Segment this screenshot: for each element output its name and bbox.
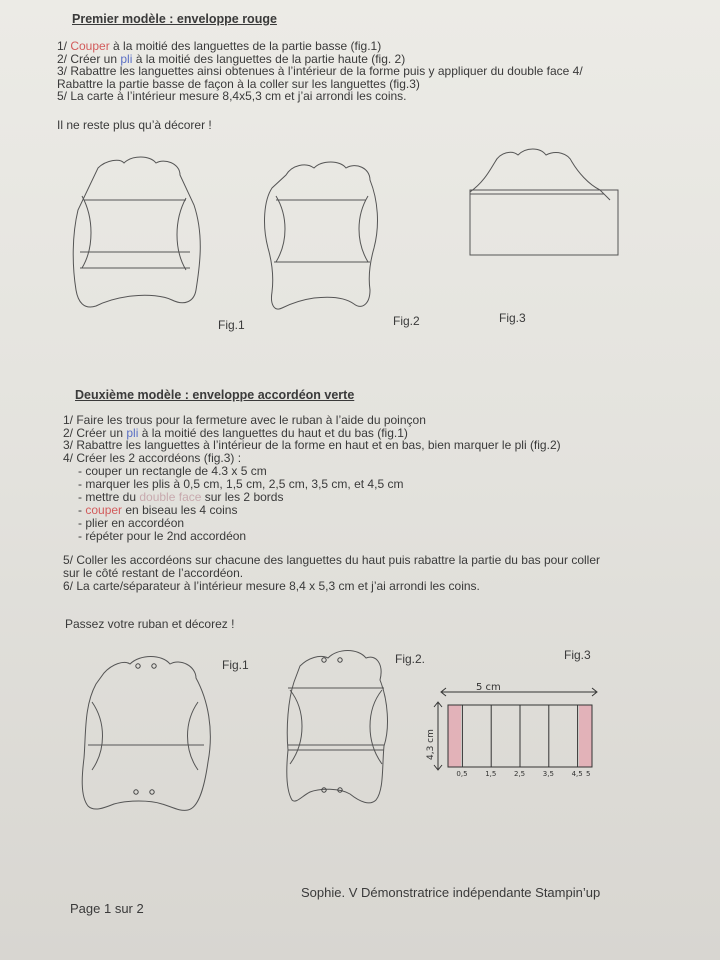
height-label: 4,3 cm <box>426 729 436 760</box>
section2-step4: 4/ Créer les 2 accordéons (fig.3) : <box>63 451 242 465</box>
s1-fig1-envelope-drawing <box>73 157 200 307</box>
section1-title: Premier modèle : enveloppe rouge <box>72 12 277 26</box>
section1-step1: 1/ Couper à la moitié des languettes de la partie basse (fig.1) <box>57 39 382 53</box>
tick-label: 2,5 <box>514 770 526 778</box>
width-label: 5 cm <box>476 682 501 693</box>
tick-label: 1,5 <box>485 770 497 778</box>
section1-step4: Rabattre la partie basse de façon à la coller sur les languettes (fig.3) <box>57 77 420 91</box>
s2-fig3-label: Fig.3 <box>564 648 591 662</box>
s2-fig2-envelope-drawing <box>287 651 388 803</box>
section2-step6: 6/ La carte/séparateur à l’intérieur mesure 8,4 x 5,3 cm et j’ai arrondi les coins. <box>63 579 480 593</box>
tick-label: 4,5 <box>571 770 583 778</box>
section1-step5: 5/ La carte à l’intérieur mesure 8,4x5,3 cm et j’ai arrondi les coins. <box>57 89 407 103</box>
s2-fig2-hole <box>322 658 326 662</box>
s2-fig1-hole <box>150 790 154 794</box>
section2-step1: 1/ Faire les trous pour la fermeture avec le ruban à l’aide du poinçon <box>63 413 426 427</box>
s1-fig3-envelope-drawing <box>470 149 618 255</box>
s2-fig2-label: Fig.2. <box>395 652 426 666</box>
section1-step2: 2/ Créer un pli à la moitié des languettes de la partie haute (fig. 2) <box>57 52 406 66</box>
s2-fig1-hole <box>136 664 140 668</box>
s2-fig2-hole <box>322 788 326 792</box>
section1-closing: Il ne reste plus qu’à décorer ! <box>57 118 212 132</box>
tick-label: 0,5 <box>456 770 468 778</box>
section2-step3: 3/ Rabattre les languettes à l’intérieur de la forme en haut et en bas, bien marquer le pli (fig.2) <box>63 438 561 452</box>
section2-step2: 2/ Créer un pli à la moitié des languettes du haut et du bas (fig.1) <box>63 426 408 440</box>
s2-fig2-hole <box>338 658 342 662</box>
footer-author: Sophie. V Démonstratrice indépendante Stampin’up <box>301 885 601 900</box>
s1-fig3-label: Fig.3 <box>499 311 526 325</box>
section2-sub3: - mettre du double face sur les 2 bords <box>78 490 284 504</box>
section2-sub5: - plier en accordéon <box>78 516 185 530</box>
page-number: Page 1 sur 2 <box>70 901 144 916</box>
right-tape-strip <box>579 705 592 767</box>
tick-label: 3,5 <box>542 770 554 778</box>
s1-fig1-label: Fig.1 <box>218 318 245 332</box>
section2-step5a: 5/ Coller les accordéons sur chacune des languettes du haut puis rabattre la partie du bas pour coller <box>63 553 600 567</box>
section2-sub4: - couper en biseau les 4 coins <box>78 503 238 517</box>
left-tape-strip <box>448 705 461 767</box>
section2-sub1: - couper un rectangle de 4.3 x 5 cm <box>78 464 267 478</box>
tick-label: 5 <box>586 770 591 778</box>
section2-step5b: sur le côté restant de l’accordéon. <box>63 566 244 580</box>
section1-step3: 3/ Rabattre les languettes ainsi obtenues à l’intérieur de la forme puis y appliquer du double face 4/ <box>57 64 583 78</box>
s2-fig3-accordion-drawing <box>426 682 597 778</box>
s1-fig2-envelope-drawing <box>265 162 378 309</box>
section2-sub6: - répéter pour le 2nd accordéon <box>78 529 247 543</box>
section2-closing: Passez votre ruban et décorez ! <box>65 617 235 631</box>
s1-fig2-label: Fig.2 <box>393 314 420 328</box>
section2-sub2: - marquer les plis à 0,5 cm, 1,5 cm, 2,5 cm, 3,5 cm, et 4,5 cm <box>78 477 404 491</box>
s2-fig1-hole <box>152 664 156 668</box>
s2-fig1-envelope-drawing <box>82 657 210 811</box>
s2-fig1-label: Fig.1 <box>222 658 249 672</box>
s2-fig1-hole <box>134 790 138 794</box>
section2-title: Deuxième modèle : enveloppe accordéon verte <box>75 388 355 402</box>
